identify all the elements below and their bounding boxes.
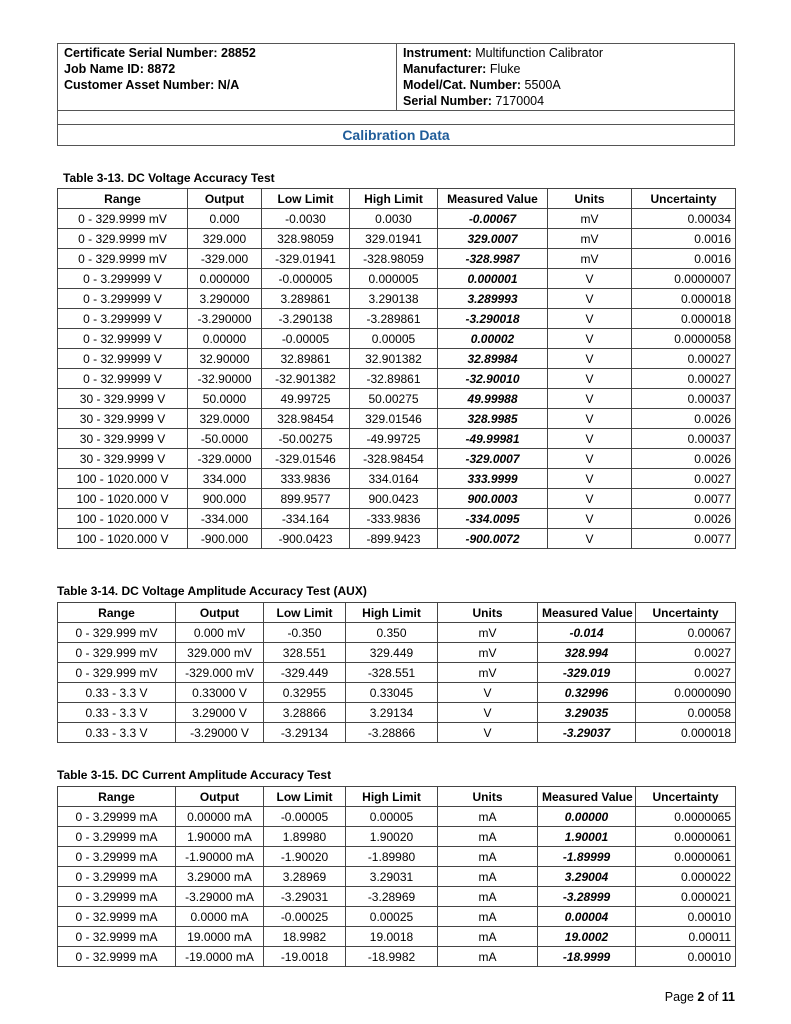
table-cell: 329.0000 bbox=[188, 409, 262, 429]
table-cell: V bbox=[548, 529, 632, 549]
table-cell: -3.28999 bbox=[538, 887, 636, 907]
table-cell: 0.000018 bbox=[632, 289, 736, 309]
table-row bbox=[58, 289, 736, 309]
table-cell: 3.28969 bbox=[264, 867, 346, 887]
table-cell: 0 - 3.29999 mA bbox=[58, 807, 176, 827]
column-header: Measured Value bbox=[538, 603, 636, 623]
table-cell: -329.01546 bbox=[262, 449, 350, 469]
table-cell: -3.290138 bbox=[262, 309, 350, 329]
table-cell: -329.449 bbox=[264, 663, 346, 683]
column-header: Units bbox=[438, 787, 538, 807]
table-cell: -900.0423 bbox=[262, 529, 350, 549]
table-row bbox=[58, 249, 736, 269]
table-cell: -32.901382 bbox=[262, 369, 350, 389]
table-cell: 0 - 329.999 mV bbox=[58, 643, 176, 663]
table-cell: 0.0077 bbox=[632, 529, 736, 549]
table-cell: V bbox=[438, 703, 538, 723]
table-cell: V bbox=[438, 723, 538, 743]
table-cell: 0.0000061 bbox=[636, 847, 736, 867]
table-row bbox=[58, 927, 736, 947]
table-cell: 0 - 3.299999 V bbox=[58, 289, 188, 309]
table-cell: 3.29031 bbox=[346, 867, 438, 887]
table-cell: V bbox=[438, 683, 538, 703]
table-cell: 328.994 bbox=[538, 643, 636, 663]
table-cell: V bbox=[548, 449, 632, 469]
table-cell: 0 - 329.9999 mV bbox=[58, 249, 188, 269]
table-cell: 0 - 329.9999 mV bbox=[58, 229, 188, 249]
table-cell: V bbox=[548, 509, 632, 529]
table-cell: 900.0423 bbox=[350, 489, 438, 509]
table-cell: -329.000 mV bbox=[176, 663, 264, 683]
table-cell: V bbox=[548, 329, 632, 349]
certificate-header bbox=[57, 43, 735, 146]
table-cell: -32.90010 bbox=[438, 369, 548, 389]
table-cell: 100 - 1020.000 V bbox=[58, 469, 188, 489]
table-row bbox=[58, 907, 736, 927]
table-cell: 333.9836 bbox=[262, 469, 350, 489]
table-cell: 0.000005 bbox=[350, 269, 438, 289]
table-cell: 334.000 bbox=[188, 469, 262, 489]
table-cell: 30 - 329.9999 V bbox=[58, 449, 188, 469]
instrument-line: Instrument: Multifunction Calibrator bbox=[403, 46, 604, 60]
table-cell: -328.98454 bbox=[350, 449, 438, 469]
table-cell: 0.0000061 bbox=[636, 827, 736, 847]
table-cell: 0.0000007 bbox=[632, 269, 736, 289]
table-cell: -3.29000 mA bbox=[176, 887, 264, 907]
table-cell: -3.290000 bbox=[188, 309, 262, 329]
table-cell: 0 - 3.299999 V bbox=[58, 269, 188, 289]
table-cell: 49.99988 bbox=[438, 389, 548, 409]
table-cell: 0.000018 bbox=[632, 309, 736, 329]
table-row bbox=[58, 643, 736, 663]
column-header: Units bbox=[548, 189, 632, 209]
table-cell: -50.00275 bbox=[262, 429, 350, 449]
table-cell: -0.00067 bbox=[438, 209, 548, 229]
table-cell: 0.33045 bbox=[346, 683, 438, 703]
table-cell: V bbox=[548, 349, 632, 369]
table-cell: -329.0007 bbox=[438, 449, 548, 469]
table-cell: 0 - 32.9999 mA bbox=[58, 927, 176, 947]
table-cell: mA bbox=[438, 927, 538, 947]
table-cell: 0 - 32.99999 V bbox=[58, 369, 188, 389]
table-cell: -329.01941 bbox=[262, 249, 350, 269]
table-cell: mV bbox=[438, 643, 538, 663]
table-row bbox=[58, 369, 736, 389]
table-cell: V bbox=[548, 409, 632, 429]
table-cell: 3.289993 bbox=[438, 289, 548, 309]
section-title: Calibration Data bbox=[58, 125, 735, 146]
table-row bbox=[58, 489, 736, 509]
table-row bbox=[58, 429, 736, 449]
table-row bbox=[58, 469, 736, 489]
table-row bbox=[58, 847, 736, 867]
column-header: Output bbox=[188, 189, 262, 209]
column-header: Uncertainty bbox=[632, 189, 736, 209]
table-cell: -3.290018 bbox=[438, 309, 548, 329]
table-header-row bbox=[58, 787, 736, 807]
table-cell: 329.0007 bbox=[438, 229, 548, 249]
table-caption: Table 3-15. DC Current Amplitude Accuracy Test bbox=[57, 768, 332, 782]
table-row bbox=[58, 389, 736, 409]
table-cell: 32.89861 bbox=[262, 349, 350, 369]
table-row bbox=[58, 807, 736, 827]
table-cell: -0.0030 bbox=[262, 209, 350, 229]
table-cell: 0.000021 bbox=[636, 887, 736, 907]
table-cell: 0.0000058 bbox=[632, 329, 736, 349]
table-cell: 0.00000 bbox=[538, 807, 636, 827]
table-cell: 3.290138 bbox=[350, 289, 438, 309]
column-header: Measured Value bbox=[538, 787, 636, 807]
table-cell: -334.0095 bbox=[438, 509, 548, 529]
table-cell: 0.00010 bbox=[636, 947, 736, 967]
table-cell: 49.99725 bbox=[262, 389, 350, 409]
table-cell: 100 - 1020.000 V bbox=[58, 529, 188, 549]
table-cell: 333.9999 bbox=[438, 469, 548, 489]
table-cell: 50.0000 bbox=[188, 389, 262, 409]
table-cell: -1.89999 bbox=[538, 847, 636, 867]
table-cell: 900.0003 bbox=[438, 489, 548, 509]
table-cell: 0.0027 bbox=[632, 469, 736, 489]
table-cell: 0.00005 bbox=[350, 329, 438, 349]
table-cell: 1.89980 bbox=[264, 827, 346, 847]
table-cell: 328.9985 bbox=[438, 409, 548, 429]
table-cell: mA bbox=[438, 807, 538, 827]
table-cell: -3.28969 bbox=[346, 887, 438, 907]
dc-current-amplitude-table bbox=[57, 786, 736, 967]
table-cell: 329.01546 bbox=[350, 409, 438, 429]
table-caption: Table 3-14. DC Voltage Amplitude Accuracy Test (AUX) bbox=[57, 584, 367, 598]
table-cell: 0.0000065 bbox=[636, 807, 736, 827]
table-cell: 0 - 32.99999 V bbox=[58, 329, 188, 349]
table-cell: 0 - 3.299999 V bbox=[58, 309, 188, 329]
page-number: Page 2 of 11 bbox=[664, 990, 735, 1004]
table-cell: 0.00067 bbox=[636, 623, 736, 643]
table-cell: -3.28866 bbox=[346, 723, 438, 743]
table-cell: -49.99725 bbox=[350, 429, 438, 449]
table-cell: mA bbox=[438, 827, 538, 847]
column-header: Units bbox=[438, 603, 538, 623]
table-cell: 0.0027 bbox=[636, 663, 736, 683]
table-cell: mA bbox=[438, 887, 538, 907]
table-row bbox=[58, 683, 736, 703]
table-row bbox=[58, 623, 736, 643]
table-cell: -333.9836 bbox=[350, 509, 438, 529]
table-cell: 329.449 bbox=[346, 643, 438, 663]
table-cell: -3.29000 V bbox=[176, 723, 264, 743]
table-cell: -0.00005 bbox=[262, 329, 350, 349]
table-cell: 0.0077 bbox=[632, 489, 736, 509]
column-header: Output bbox=[176, 603, 264, 623]
table-cell: -0.00025 bbox=[264, 907, 346, 927]
table-cell: 3.29004 bbox=[538, 867, 636, 887]
serial-number-line: Serial Number: 7170004 bbox=[403, 94, 545, 108]
manufacturer-line: Manufacturer: Fluke bbox=[403, 62, 521, 76]
table-cell: 3.289861 bbox=[262, 289, 350, 309]
table-cell: 18.9982 bbox=[264, 927, 346, 947]
column-header: Measured Value bbox=[438, 189, 548, 209]
table-cell: 0 - 3.29999 mA bbox=[58, 827, 176, 847]
table-cell: 0.00027 bbox=[632, 369, 736, 389]
table-cell: 0 - 3.29999 mA bbox=[58, 847, 176, 867]
table-cell: 0.000 mV bbox=[176, 623, 264, 643]
table-caption: Table 3-13. DC Voltage Accuracy Test bbox=[63, 171, 275, 185]
table-cell: 334.0164 bbox=[350, 469, 438, 489]
table-cell: 0.33 - 3.3 V bbox=[58, 703, 176, 723]
table-cell: 0 - 329.999 mV bbox=[58, 623, 176, 643]
table-cell: 30 - 329.9999 V bbox=[58, 389, 188, 409]
table-cell: 0.0026 bbox=[632, 409, 736, 429]
table-cell: V bbox=[548, 289, 632, 309]
table-cell: 328.98454 bbox=[262, 409, 350, 429]
job-name-line: Job Name ID: 8872 bbox=[64, 62, 176, 76]
table-cell: 19.0018 bbox=[346, 927, 438, 947]
table-cell: 0.00037 bbox=[632, 389, 736, 409]
table-row bbox=[58, 449, 736, 469]
table-cell: 3.29035 bbox=[538, 703, 636, 723]
table-cell: -328.551 bbox=[346, 663, 438, 683]
table-cell: 328.98059 bbox=[262, 229, 350, 249]
table-cell: 1.90000 mA bbox=[176, 827, 264, 847]
table-cell: 0.350 bbox=[346, 623, 438, 643]
table-cell: V bbox=[548, 389, 632, 409]
table-cell: 3.28866 bbox=[264, 703, 346, 723]
column-header: Range bbox=[58, 189, 188, 209]
table-cell: -0.350 bbox=[264, 623, 346, 643]
table-cell: V bbox=[548, 309, 632, 329]
dc-voltage-aux-table bbox=[57, 602, 736, 743]
table-cell: -3.29134 bbox=[264, 723, 346, 743]
table-cell: -32.90000 bbox=[188, 369, 262, 389]
table-cell: 0.33 - 3.3 V bbox=[58, 723, 176, 743]
table-cell: mV bbox=[438, 623, 538, 643]
table-row bbox=[58, 867, 736, 887]
table-cell: 0.32955 bbox=[264, 683, 346, 703]
table-cell: 0.00034 bbox=[632, 209, 736, 229]
table-cell: 0.0000 mA bbox=[176, 907, 264, 927]
table-cell: 0 - 3.29999 mA bbox=[58, 867, 176, 887]
table-cell: 0.33000 V bbox=[176, 683, 264, 703]
table-cell: 0.00005 bbox=[346, 807, 438, 827]
table-cell: 0.0000090 bbox=[636, 683, 736, 703]
table-cell: mA bbox=[438, 867, 538, 887]
table-cell: 50.00275 bbox=[350, 389, 438, 409]
header-left-cell bbox=[58, 44, 397, 111]
table-cell: V bbox=[548, 429, 632, 449]
table-row bbox=[58, 887, 736, 907]
table-header-row bbox=[58, 603, 736, 623]
table-cell: V bbox=[548, 469, 632, 489]
table-cell: 0.0030 bbox=[350, 209, 438, 229]
column-header: High Limit bbox=[346, 787, 438, 807]
table-row bbox=[58, 723, 736, 743]
table-cell: 1.90020 bbox=[346, 827, 438, 847]
table-cell: mV bbox=[548, 229, 632, 249]
table-cell: mV bbox=[438, 663, 538, 683]
table-cell: -329.019 bbox=[538, 663, 636, 683]
table-cell: -0.000005 bbox=[262, 269, 350, 289]
table-cell: -18.9999 bbox=[538, 947, 636, 967]
table-row bbox=[58, 349, 736, 369]
table-cell: 30 - 329.9999 V bbox=[58, 409, 188, 429]
table-cell: V bbox=[548, 369, 632, 389]
table-cell: 0.00002 bbox=[438, 329, 548, 349]
table-cell: -1.90000 mA bbox=[176, 847, 264, 867]
table-cell: 3.290000 bbox=[188, 289, 262, 309]
table-cell: 30 - 329.9999 V bbox=[58, 429, 188, 449]
table-cell: -32.89861 bbox=[350, 369, 438, 389]
table-cell: -18.9982 bbox=[346, 947, 438, 967]
table-cell: 0.00000 bbox=[188, 329, 262, 349]
table-cell: 0.00000 mA bbox=[176, 807, 264, 827]
table-cell: 0 - 3.29999 mA bbox=[58, 887, 176, 907]
table-cell: -1.89980 bbox=[346, 847, 438, 867]
table-cell: 0 - 329.9999 mV bbox=[58, 209, 188, 229]
table-cell: 0.000018 bbox=[636, 723, 736, 743]
table-cell: 100 - 1020.000 V bbox=[58, 509, 188, 529]
table-cell: 0.000000 bbox=[188, 269, 262, 289]
table-row bbox=[58, 269, 736, 289]
table-cell: 32.901382 bbox=[350, 349, 438, 369]
table-cell: -329.0000 bbox=[188, 449, 262, 469]
table-cell: -50.0000 bbox=[188, 429, 262, 449]
table-cell: 0 - 32.9999 mA bbox=[58, 947, 176, 967]
table-cell: -3.29031 bbox=[264, 887, 346, 907]
header-spacer-row bbox=[58, 111, 735, 125]
table-cell: 0.32996 bbox=[538, 683, 636, 703]
table-row bbox=[58, 947, 736, 967]
table-cell: 0.33 - 3.3 V bbox=[58, 683, 176, 703]
table-cell: -3.289861 bbox=[350, 309, 438, 329]
column-header: High Limit bbox=[346, 603, 438, 623]
table-header-row bbox=[58, 189, 736, 209]
table-cell: 0.000022 bbox=[636, 867, 736, 887]
table-cell: -328.98059 bbox=[350, 249, 438, 269]
table-cell: -49.99981 bbox=[438, 429, 548, 449]
table-cell: -899.9423 bbox=[350, 529, 438, 549]
table-cell: -1.90020 bbox=[264, 847, 346, 867]
table-row bbox=[58, 827, 736, 847]
table-cell: mV bbox=[548, 249, 632, 269]
column-header: Range bbox=[58, 787, 176, 807]
table-cell: 328.551 bbox=[264, 643, 346, 663]
table-cell: mA bbox=[438, 847, 538, 867]
table-cell: 1.90001 bbox=[538, 827, 636, 847]
table-cell: 32.89984 bbox=[438, 349, 548, 369]
table-cell: 0.0027 bbox=[636, 643, 736, 663]
column-header: Output bbox=[176, 787, 264, 807]
table-cell: 100 - 1020.000 V bbox=[58, 489, 188, 509]
column-header: Low Limit bbox=[262, 189, 350, 209]
table-cell: -328.9987 bbox=[438, 249, 548, 269]
table-cell: -19.0000 mA bbox=[176, 947, 264, 967]
table-cell: 0.0016 bbox=[632, 249, 736, 269]
table-cell: 19.0000 mA bbox=[176, 927, 264, 947]
column-header: Uncertainty bbox=[636, 603, 736, 623]
table-cell: -900.0072 bbox=[438, 529, 548, 549]
table-cell: -334.000 bbox=[188, 509, 262, 529]
table-row bbox=[58, 509, 736, 529]
table-cell: 0 - 32.9999 mA bbox=[58, 907, 176, 927]
table-cell: 0.0026 bbox=[632, 449, 736, 469]
table-row bbox=[58, 329, 736, 349]
table-cell: -329.000 bbox=[188, 249, 262, 269]
table-cell: 0.00011 bbox=[636, 927, 736, 947]
table-cell: 0 - 32.99999 V bbox=[58, 349, 188, 369]
table-cell: 0 - 329.999 mV bbox=[58, 663, 176, 683]
column-header: Range bbox=[58, 603, 176, 623]
table-cell: V bbox=[548, 489, 632, 509]
table-cell: 329.000 mV bbox=[176, 643, 264, 663]
asset-number-line: Customer Asset Number: N/A bbox=[64, 78, 240, 92]
table-cell: 900.000 bbox=[188, 489, 262, 509]
table-cell: 329.000 bbox=[188, 229, 262, 249]
table-row bbox=[58, 209, 736, 229]
column-header: High Limit bbox=[350, 189, 438, 209]
table-row bbox=[58, 703, 736, 723]
table-cell: 0.00027 bbox=[632, 349, 736, 369]
table-cell: mA bbox=[438, 907, 538, 927]
model-line: Model/Cat. Number: 5500A bbox=[403, 78, 561, 92]
table-cell: V bbox=[548, 269, 632, 289]
table-cell: 3.29000 V bbox=[176, 703, 264, 723]
table-cell: 32.90000 bbox=[188, 349, 262, 369]
table-cell: 0.00037 bbox=[632, 429, 736, 449]
table-cell: 0.00010 bbox=[636, 907, 736, 927]
table-cell: -900.000 bbox=[188, 529, 262, 549]
table-cell: -334.164 bbox=[262, 509, 350, 529]
table-row bbox=[58, 409, 736, 429]
table-cell: 0.00058 bbox=[636, 703, 736, 723]
column-header: Low Limit bbox=[264, 603, 346, 623]
table-cell: -19.0018 bbox=[264, 947, 346, 967]
table-row bbox=[58, 529, 736, 549]
table-row bbox=[58, 229, 736, 249]
table-cell: -3.29037 bbox=[538, 723, 636, 743]
table-cell: -0.014 bbox=[538, 623, 636, 643]
table-cell: 0.000 bbox=[188, 209, 262, 229]
column-header: Uncertainty bbox=[636, 787, 736, 807]
table-cell: 899.9577 bbox=[262, 489, 350, 509]
table-cell: mV bbox=[548, 209, 632, 229]
table-row bbox=[58, 663, 736, 683]
dc-voltage-accuracy-table bbox=[57, 188, 736, 549]
table-cell: 329.01941 bbox=[350, 229, 438, 249]
table-row bbox=[58, 309, 736, 329]
table-cell: 0.0016 bbox=[632, 229, 736, 249]
header-right-cell bbox=[397, 44, 735, 111]
table-cell: 0.00025 bbox=[346, 907, 438, 927]
cert-serial-line: Certificate Serial Number: 28852 bbox=[64, 46, 256, 60]
table-cell: 0.000001 bbox=[438, 269, 548, 289]
table-cell: -0.00005 bbox=[264, 807, 346, 827]
table-cell: 3.29000 mA bbox=[176, 867, 264, 887]
column-header: Low Limit bbox=[264, 787, 346, 807]
table-cell: 0.0026 bbox=[632, 509, 736, 529]
table-cell: mA bbox=[438, 947, 538, 967]
table-cell: 3.29134 bbox=[346, 703, 438, 723]
table-cell: 19.0002 bbox=[538, 927, 636, 947]
table-cell: 0.00004 bbox=[538, 907, 636, 927]
